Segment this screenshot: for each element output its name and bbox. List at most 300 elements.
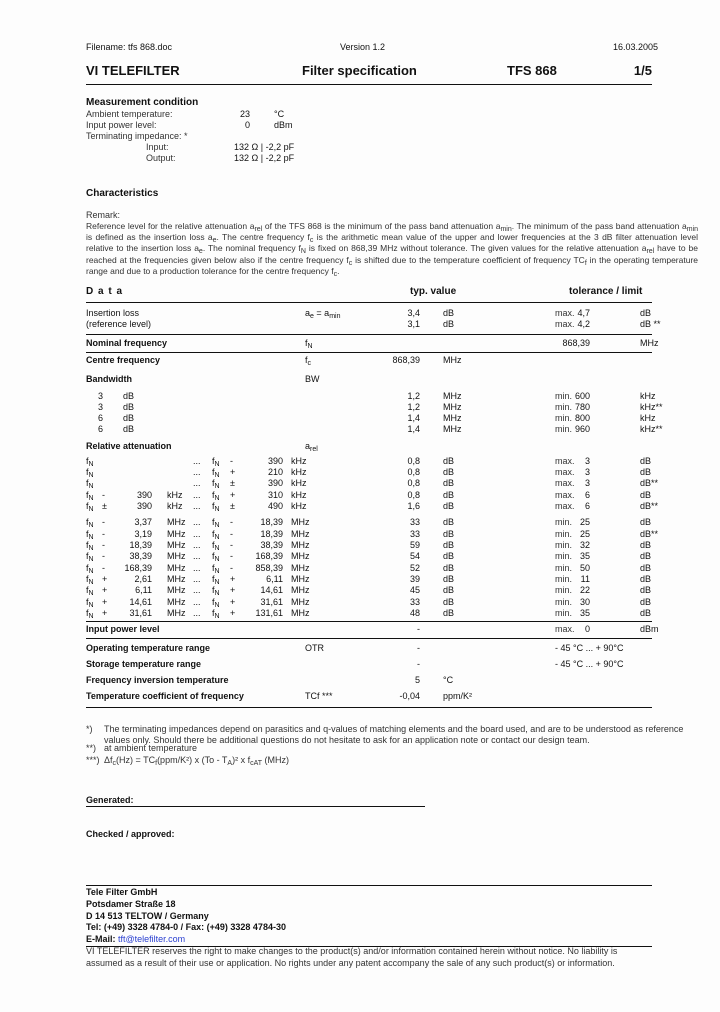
freq-unit: MHz bbox=[167, 597, 186, 607]
sign: - bbox=[102, 529, 105, 539]
param-symbol: BW bbox=[305, 374, 320, 384]
remark-text: Reference level for the relative attenuation $a_{rel}$ of the TFS 868 is the minimum of the pass band attenuation $a_{min}$. The minimum of the pass band attenuation $a_{min}$ is defined as the insertion loss $a_e$. The centre frequency $f_c$ is the arithmetic mean value of the upper and lower frequencies at the 3 dB filter attenuation level relative to the insertion loss $a_e$. The nominal frequency $f_N$ is fixed on 868,39 MHz without tolerance. The given values for the relative attenuation $a_{rel}$ have to be reached at the frequencies given below also if the centre frequency $f_c$ is shifted due to the temperature coefficient of frequency $TC_f$ in the operating temperature range and due to a production tolerance for the centre frequency $f_c$. bbox=[86, 221, 699, 278]
limit-qualifier: min. bbox=[555, 517, 573, 527]
freq-unit: MHz bbox=[167, 563, 186, 573]
limit-unit: kHz bbox=[640, 413, 656, 423]
limit-value: 6 bbox=[584, 501, 590, 511]
typ-unit: ppm/K² bbox=[443, 691, 473, 701]
typ-unit: dB bbox=[443, 490, 455, 500]
company-street: Potsdamer Straße 18 bbox=[86, 899, 176, 909]
freq-unit: MHz bbox=[291, 540, 310, 550]
limit-qualifier: max. bbox=[555, 308, 575, 318]
typ-unit: MHz bbox=[443, 391, 462, 401]
bw-db: 6 bbox=[97, 424, 103, 434]
limit-unit: dB ** bbox=[640, 319, 661, 329]
limit-qualifier: max. bbox=[555, 456, 575, 466]
typ-value: - bbox=[417, 624, 420, 634]
condition-unit: °C bbox=[274, 109, 285, 119]
bw-unit: dB bbox=[123, 391, 135, 401]
freq-symbol: $f_N$ bbox=[86, 501, 94, 513]
typ-unit: dB bbox=[443, 456, 455, 466]
sign: - bbox=[230, 551, 233, 561]
limit-value: 35 bbox=[579, 551, 590, 561]
freq-end: 38,39 bbox=[260, 540, 283, 550]
range-dots: ... bbox=[193, 563, 201, 573]
condition-label: Terminating impedance: * bbox=[86, 131, 188, 141]
limit-unit: dB bbox=[640, 608, 652, 618]
freq-symbol: $f_N$ bbox=[212, 517, 220, 529]
sign: - bbox=[102, 563, 105, 573]
limit-qualifier: min. bbox=[555, 597, 573, 607]
sign: - bbox=[102, 517, 105, 527]
divider bbox=[86, 84, 652, 85]
limit-unit: dB bbox=[640, 540, 652, 550]
range-dots: ... bbox=[193, 517, 201, 527]
typ-value: 0,8 bbox=[407, 490, 420, 500]
freq-unit: MHz bbox=[167, 608, 186, 618]
freq-unit: MHz bbox=[167, 585, 186, 595]
limit-value: 32 bbox=[579, 540, 590, 550]
limit-unit: MHz bbox=[640, 338, 659, 348]
typ-unit: dB bbox=[443, 540, 455, 550]
limit-value: 960 bbox=[574, 424, 590, 434]
limit-qualifier: max. bbox=[555, 467, 575, 477]
freq-end: 310 bbox=[267, 490, 283, 500]
typ-unit: dB bbox=[443, 563, 455, 573]
freq-unit: MHz bbox=[291, 608, 310, 618]
limit-unit: dB bbox=[640, 563, 652, 573]
limit-range: - 45 °C ... + 90°C bbox=[555, 643, 624, 653]
freq-end: 6,11 bbox=[266, 574, 283, 584]
limit-value: 30 bbox=[579, 597, 590, 607]
footnote-mark: **) bbox=[86, 743, 97, 753]
freq-unit: kHz bbox=[291, 490, 307, 500]
range-dots: ... bbox=[193, 478, 201, 488]
freq-symbol: $f_N$ bbox=[212, 456, 220, 468]
freq-start: 168,39 bbox=[124, 563, 152, 573]
sign: + bbox=[102, 574, 108, 584]
divider bbox=[86, 707, 652, 708]
condition-value: 132 Ω | -2,2 pF bbox=[234, 142, 295, 152]
footnote-text: at ambient temperature bbox=[104, 743, 198, 753]
freq-unit: MHz bbox=[291, 517, 310, 527]
param-label: (reference level) bbox=[86, 319, 152, 329]
typ-value: 0,8 bbox=[407, 467, 420, 477]
bw-db: 3 bbox=[97, 391, 103, 401]
freq-start: 3,19 bbox=[134, 529, 152, 539]
freq-unit: kHz bbox=[291, 478, 307, 488]
divider bbox=[86, 638, 652, 639]
limit-value: 868,39 bbox=[562, 338, 590, 348]
typ-value: 33 bbox=[409, 517, 420, 527]
sign: - bbox=[230, 517, 233, 527]
typ-value: 1,4 bbox=[407, 424, 420, 434]
condition-label: Input: bbox=[146, 142, 169, 152]
typ-unit: dB bbox=[443, 308, 455, 318]
limit-unit: dB bbox=[640, 597, 652, 607]
limit-unit: kHz** bbox=[640, 424, 663, 434]
sign: - bbox=[230, 529, 233, 539]
date: 16.03.2005 bbox=[612, 42, 658, 52]
freq-symbol: $f_N$ bbox=[86, 467, 94, 479]
limit-qualifier: max. bbox=[555, 319, 575, 329]
footnote-mark: ***) bbox=[86, 755, 100, 765]
footnote-mark: *) bbox=[86, 724, 93, 734]
freq-symbol: $f_N$ bbox=[212, 478, 220, 490]
email-label: E-Mail: bbox=[86, 934, 119, 944]
typ-value: 3,1 bbox=[407, 319, 420, 329]
limit-value: 3 bbox=[584, 467, 590, 477]
freq-unit: MHz bbox=[167, 540, 186, 550]
condition-label: Ambient temperature: bbox=[86, 109, 173, 119]
sign: ± bbox=[102, 501, 107, 511]
limit-unit: dB bbox=[640, 574, 652, 584]
typ-value: 5 bbox=[414, 675, 420, 685]
typ-value: 48 bbox=[409, 608, 420, 618]
limit-unit: dB** bbox=[640, 501, 659, 511]
typ-unit: MHz bbox=[443, 355, 462, 365]
divider bbox=[86, 352, 652, 353]
limit-qualifier: max. bbox=[555, 490, 575, 500]
bw-unit: dB bbox=[123, 402, 135, 412]
divider bbox=[86, 885, 652, 886]
param-symbol: TCf *** bbox=[305, 691, 333, 701]
limit-qualifier: min. bbox=[555, 529, 573, 539]
range-dots: ... bbox=[193, 467, 201, 477]
freq-unit: MHz bbox=[167, 574, 186, 584]
limit-value: 35 bbox=[579, 608, 590, 618]
freq-unit: MHz bbox=[291, 551, 310, 561]
divider bbox=[86, 302, 652, 303]
bw-unit: dB bbox=[123, 424, 135, 434]
sign: - bbox=[102, 540, 105, 550]
typ-value: 54 bbox=[409, 551, 420, 561]
typ-unit: dB bbox=[443, 551, 455, 561]
typ-unit: MHz bbox=[443, 424, 462, 434]
typ-unit: dB bbox=[443, 574, 455, 584]
param-symbol: OTR bbox=[305, 643, 324, 653]
param-symbol: $f_c$ bbox=[305, 355, 312, 367]
freq-unit: MHz bbox=[291, 563, 310, 573]
limit-unit: dB** bbox=[640, 478, 659, 488]
freq-unit: MHz bbox=[291, 585, 310, 595]
limit-qualifier: min. bbox=[555, 424, 573, 434]
limit-unit: dB bbox=[640, 467, 652, 477]
freq-symbol: $f_N$ bbox=[86, 585, 94, 597]
param-label: Input power level bbox=[86, 624, 160, 634]
limit-value: 600 bbox=[574, 391, 590, 401]
freq-start: 3,37 bbox=[134, 517, 152, 527]
limit-qualifier: min. bbox=[555, 574, 573, 584]
typ-value: 3,4 bbox=[407, 308, 420, 318]
limit-qualifier: max. bbox=[555, 478, 575, 488]
limit-unit: kHz** bbox=[640, 402, 663, 412]
condition-value: 0 bbox=[244, 120, 250, 130]
freq-start: 14,61 bbox=[129, 597, 152, 607]
param-symbol: $a_e = a_{min}$ bbox=[305, 308, 341, 320]
condition-value: 132 Ω | -2,2 pF bbox=[234, 153, 295, 163]
limit-unit: dB bbox=[640, 456, 652, 466]
remark-label: Remark: bbox=[86, 210, 121, 220]
range-dots: ... bbox=[193, 597, 201, 607]
sign: - bbox=[102, 490, 105, 500]
param-label: Centre frequency bbox=[86, 355, 161, 365]
bw-db: 6 bbox=[97, 413, 103, 423]
freq-symbol: $f_N$ bbox=[212, 585, 220, 597]
freq-unit: kHz bbox=[167, 490, 183, 500]
param-symbol: $f_N$ bbox=[305, 338, 313, 350]
typ-value: 59 bbox=[409, 540, 420, 550]
limit-value: 6 bbox=[584, 490, 590, 500]
typ-unit: dB bbox=[443, 501, 455, 511]
freq-symbol: $f_N$ bbox=[86, 478, 94, 490]
freq-symbol: $f_N$ bbox=[212, 551, 220, 563]
range-dots: ... bbox=[193, 490, 201, 500]
typ-value: 0,8 bbox=[407, 456, 420, 466]
range-dots: ... bbox=[193, 529, 201, 539]
sign: - bbox=[230, 563, 233, 573]
characteristics-heading: Characteristics bbox=[86, 188, 159, 199]
typ-unit: dB bbox=[443, 478, 455, 488]
freq-start: 31,61 bbox=[129, 608, 152, 618]
freq-unit: kHz bbox=[291, 467, 307, 477]
freq-end: 14,61 bbox=[260, 585, 283, 595]
email-link[interactable]: tft@telefilter.com bbox=[118, 934, 186, 944]
sign: - bbox=[102, 551, 105, 561]
typ-value: 1,6 bbox=[407, 501, 420, 511]
range-dots: ... bbox=[193, 501, 201, 511]
param-label: Frequency inversion temperature bbox=[86, 675, 229, 685]
filename: Filename: tfs 868.doc bbox=[86, 42, 173, 52]
bw-unit: dB bbox=[123, 413, 135, 423]
freq-symbol: $f_N$ bbox=[212, 529, 220, 541]
page-number: 1/5 bbox=[633, 63, 652, 78]
limit-qualifier: min. bbox=[555, 608, 573, 618]
measurement-heading: Measurement condition bbox=[86, 97, 199, 108]
typ-value: 52 bbox=[409, 563, 420, 573]
freq-end: 18,39 bbox=[260, 517, 283, 527]
limit-qualifier: max. bbox=[555, 624, 575, 634]
limit-unit: dB bbox=[640, 490, 652, 500]
col-typ-value: typ. value bbox=[410, 286, 457, 297]
limit-value: 25 bbox=[579, 517, 590, 527]
limit-value: 4,7 bbox=[577, 308, 590, 318]
freq-symbol: $f_N$ bbox=[86, 608, 94, 620]
limit-unit: dB** bbox=[640, 529, 659, 539]
freq-unit: kHz bbox=[291, 456, 307, 466]
typ-value: 39 bbox=[409, 574, 420, 584]
company-name: Tele Filter GmbH bbox=[86, 887, 158, 897]
divider bbox=[86, 334, 652, 335]
limit-range: - 45 °C ... + 90°C bbox=[555, 659, 624, 669]
typ-value: -0,04 bbox=[399, 691, 420, 701]
condition-label: Input power level: bbox=[86, 120, 157, 130]
freq-end: 390 bbox=[267, 478, 283, 488]
sign: + bbox=[102, 585, 108, 595]
col-tolerance: tolerance / limit bbox=[569, 286, 643, 297]
typ-value: 33 bbox=[409, 597, 420, 607]
typ-unit: MHz bbox=[443, 413, 462, 423]
typ-value: - bbox=[417, 643, 420, 653]
typ-unit: °C bbox=[443, 675, 454, 685]
freq-unit: kHz bbox=[167, 501, 183, 511]
condition-label: Output: bbox=[146, 153, 176, 163]
sign: + bbox=[230, 585, 236, 595]
doc-title: Filter specification bbox=[302, 63, 417, 78]
sign: + bbox=[230, 490, 236, 500]
freq-symbol: $f_N$ bbox=[212, 490, 220, 502]
typ-unit: dB bbox=[443, 597, 455, 607]
bw-db: 3 bbox=[97, 402, 103, 412]
param-label: Insertion loss bbox=[86, 308, 140, 318]
freq-symbol: $f_N$ bbox=[212, 608, 220, 620]
sign: + bbox=[230, 467, 236, 477]
limit-unit: dB bbox=[640, 308, 652, 318]
rel-symbol: $a_{rel}$ bbox=[305, 441, 318, 453]
typ-unit: dB bbox=[443, 517, 455, 527]
freq-symbol: $f_N$ bbox=[86, 517, 94, 529]
company-city: D 14 513 TELTOW / Germany bbox=[86, 911, 209, 921]
freq-start: 38,39 bbox=[129, 551, 152, 561]
checked-label: Checked / approved: bbox=[86, 829, 175, 839]
typ-value: 1,2 bbox=[407, 402, 420, 412]
limit-qualifier: min. bbox=[555, 551, 573, 561]
sign: + bbox=[230, 608, 236, 618]
freq-symbol: $f_N$ bbox=[212, 467, 220, 479]
typ-value: - bbox=[417, 659, 420, 669]
freq-symbol: $f_N$ bbox=[212, 540, 220, 552]
limit-qualifier: min. bbox=[555, 413, 573, 423]
limit-value: 3 bbox=[584, 478, 590, 488]
sign: ± bbox=[230, 478, 235, 488]
company-phone: Tel: (+49) 3328 4784-0 / Fax: (+49) 3328 4784-30 bbox=[86, 922, 286, 932]
freq-unit: MHz bbox=[291, 597, 310, 607]
limit-value: 4,2 bbox=[577, 319, 590, 329]
freq-end: 31,61 bbox=[260, 597, 283, 607]
typ-unit: dB bbox=[443, 608, 455, 618]
divider bbox=[86, 621, 652, 622]
range-dots: ... bbox=[193, 551, 201, 561]
limit-unit: dB bbox=[640, 517, 652, 527]
typ-unit: dB bbox=[443, 467, 455, 477]
freq-symbol: $f_N$ bbox=[86, 574, 94, 586]
sign: + bbox=[102, 608, 108, 618]
typ-unit: dB bbox=[443, 319, 455, 329]
limit-unit: kHz bbox=[640, 391, 656, 401]
freq-start: 390 bbox=[136, 501, 152, 511]
freq-symbol: $f_N$ bbox=[212, 574, 220, 586]
disclaimer: VI TELEFILTER reserves the right to make changes to the product(s) and/or information contained herein without notice. No liability is bbox=[86, 946, 618, 956]
range-dots: ... bbox=[193, 574, 201, 584]
freq-unit: MHz bbox=[291, 574, 310, 584]
limit-unit: dBm bbox=[640, 624, 659, 634]
limit-value: 3 bbox=[584, 456, 590, 466]
sign: - bbox=[230, 540, 233, 550]
freq-start: 390 bbox=[136, 490, 152, 500]
limit-qualifier: min. bbox=[555, 391, 573, 401]
sign: - bbox=[230, 456, 233, 466]
freq-end: 210 bbox=[267, 467, 283, 477]
freq-start: 6,11 bbox=[135, 585, 152, 595]
limit-value: 11 bbox=[580, 574, 590, 584]
footnote-text: The terminating impedances depend on parasitics and q-values of matching elements and the board used, and are to be understood as reference bbox=[104, 724, 684, 734]
limit-value: 50 bbox=[579, 563, 590, 573]
freq-end: 390 bbox=[267, 456, 283, 466]
limit-value: 780 bbox=[574, 402, 590, 412]
sign: + bbox=[230, 574, 236, 584]
freq-symbol: $f_N$ bbox=[212, 563, 220, 575]
disclaimer: assumed as a result of their use or application. No rights under any patent accompany the sale of any such product(s) or information. bbox=[86, 958, 615, 968]
param-label: Nominal frequency bbox=[86, 338, 168, 348]
param-label: Storage temperature range bbox=[86, 659, 202, 669]
typ-value: 33 bbox=[409, 529, 420, 539]
range-dots: ... bbox=[193, 608, 201, 618]
freq-unit: MHz bbox=[167, 551, 186, 561]
freq-end: 858,39 bbox=[255, 563, 283, 573]
condition-value: 23 bbox=[239, 109, 250, 119]
limit-value: 22 bbox=[579, 585, 590, 595]
param-label: Operating temperature range bbox=[86, 643, 211, 653]
freq-unit: MHz bbox=[291, 529, 310, 539]
freq-symbol: $f_N$ bbox=[212, 597, 220, 609]
rel-heading: Relative attenuation bbox=[86, 441, 172, 451]
typ-unit: dB bbox=[443, 585, 455, 595]
col-data: D a t a bbox=[86, 286, 124, 297]
freq-symbol: $f_N$ bbox=[86, 529, 94, 541]
limit-value: 25 bbox=[579, 529, 590, 539]
typ-unit: dB bbox=[443, 529, 455, 539]
generated-signature-line bbox=[86, 806, 425, 807]
typ-value: 1,2 bbox=[407, 391, 420, 401]
freq-end: 18,39 bbox=[260, 529, 283, 539]
typ-value: 1,4 bbox=[407, 413, 420, 423]
freq-end: 168,39 bbox=[255, 551, 283, 561]
limit-unit: dB bbox=[640, 551, 652, 561]
freq-symbol: $f_N$ bbox=[86, 597, 94, 609]
version: Version 1.2 bbox=[340, 42, 386, 52]
limit-qualifier: max. bbox=[555, 501, 575, 511]
generated-label: Generated: bbox=[86, 795, 134, 805]
limit-qualifier: min. bbox=[555, 540, 573, 550]
freq-symbol: $f_N$ bbox=[86, 563, 94, 575]
freq-unit: kHz bbox=[291, 501, 307, 511]
typ-unit: MHz bbox=[443, 402, 462, 412]
limit-qualifier: min. bbox=[555, 402, 573, 412]
limit-unit: dB bbox=[640, 585, 652, 595]
limit-value: 0 bbox=[584, 624, 590, 634]
freq-symbol: $f_N$ bbox=[86, 551, 94, 563]
freq-unit: MHz bbox=[167, 529, 186, 539]
sign: + bbox=[102, 597, 108, 607]
param-label: Bandwidth bbox=[86, 374, 132, 384]
freq-start: 2,61 bbox=[134, 574, 152, 584]
footnote-text: $\Delta f_c(Hz) = TC_f(ppm/K^2)$ x $(To - T_A)^2$ x $f_{cAT}$ (MHz) bbox=[104, 755, 290, 767]
range-dots: ... bbox=[193, 585, 201, 595]
typ-value: 868,39 bbox=[392, 355, 420, 365]
sign: ± bbox=[230, 501, 235, 511]
limit-value: 800 bbox=[574, 413, 590, 423]
freq-symbol: $f_N$ bbox=[86, 490, 94, 502]
freq-unit: MHz bbox=[167, 517, 186, 527]
part-number: TFS 868 bbox=[507, 63, 557, 78]
freq-end: 131,61 bbox=[255, 608, 283, 618]
logo: VI TELEFILTER bbox=[86, 63, 180, 78]
freq-symbol: $f_N$ bbox=[86, 540, 94, 552]
freq-start: 18,39 bbox=[129, 540, 152, 550]
range-dots: ... bbox=[193, 540, 201, 550]
typ-value: 45 bbox=[409, 585, 420, 595]
freq-end: 490 bbox=[267, 501, 283, 511]
